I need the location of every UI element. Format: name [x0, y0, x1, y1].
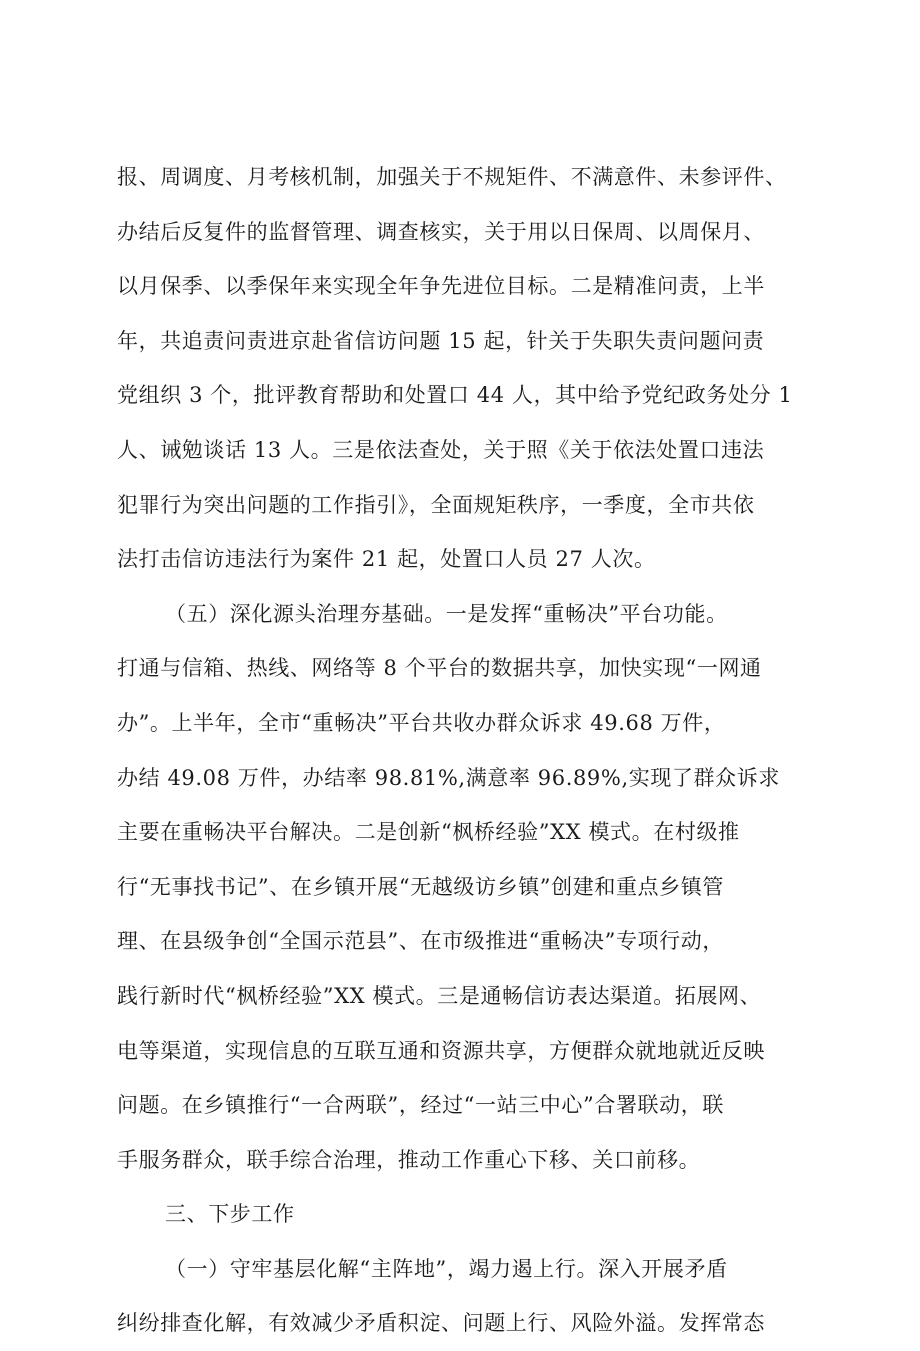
paragraph-line: 办结后反复件的监督管理、调查核实，关于用以日保周、以周保月、: [117, 219, 765, 244]
paragraph-line: 纠纷排查化解，有效减少矛盾积淀、问题上行、风险外溢。发挥常态: [117, 1311, 765, 1336]
paragraph-line: 办”。上半年，全市“重畅决”平台共收办群众诉求 49.68 万件，: [117, 710, 726, 735]
paragraph-line: 践行新时代“枫桥经验”XX 模式。三是通畅信访表达渠道。拓展网、: [117, 983, 762, 1008]
paragraph-line: 电等渠道，实现信息的互联互通和资源共享，方便群众就地就近反映: [117, 1038, 765, 1063]
chapter-heading: 三、下步工作: [165, 1202, 295, 1227]
paragraph-line: 理、在县级争创“全国示范县”、在市级推进“重畅决”专项行动，: [117, 929, 724, 954]
paragraph-line: 以月保季、以季保年来实现全年争先进位目标。二是精准问责，上半: [117, 274, 765, 299]
paragraph-line: 人、诫勉谈话 13 人。三是依法查处，关于照《关于依法处置口违法: [117, 437, 765, 462]
paragraph-line: 党组织 3 个，批评教育帮助和处置口 44 人，其中给予党纪政务处分 1: [117, 383, 793, 408]
section-heading-line: （一）守牢基层化解“主阵地”，竭力遏上行。深入开展矛盾: [165, 1256, 728, 1281]
paragraph-line: 手服务群众，联手综合治理，推动工作重心下移、关口前移。: [117, 1147, 701, 1172]
section-heading-line: （五）深化源头治理夯基础。一是发挥“重畅决”平台功能。: [165, 601, 728, 626]
document-body: [117, 150, 822, 1351]
paragraph-line: 打通与信箱、热线、网络等 8 个平台的数据共享，加快实现“一网通: [117, 656, 762, 681]
paragraph-line: 报、周调度、月考核机制，加强关于不规矩件、不满意件、未参评件、: [117, 165, 787, 189]
paragraph-line: 年，共追责问责进京赴省信访问题 15 起，针关于失职失责问题问责: [117, 328, 765, 353]
paragraph-line: 问题。在乡镇推行“一合两联”，经过“一站三中心”合署联动，联: [117, 1093, 724, 1118]
paragraph-line: 主要在重畅决平台解决。二是创新“枫桥经验”XX 模式。在村级推: [117, 820, 740, 845]
paragraph-line: 办结 49.08 万件，办结率 98.81%,满意率 96.89%,实现了群众诉求: [117, 765, 780, 790]
paragraph-line: 行“无事找书记”、在乡镇开展“无越级访乡镇”创建和重点乡镇管: [117, 874, 724, 899]
paragraph-line: 法打击信访违法行为案件 21 起，处置口人员 27 人次。: [117, 547, 656, 572]
paragraph-line: 犯罪行为突出问题的工作指引》，全面规矩秩序，一季度，全市共依: [117, 492, 755, 517]
